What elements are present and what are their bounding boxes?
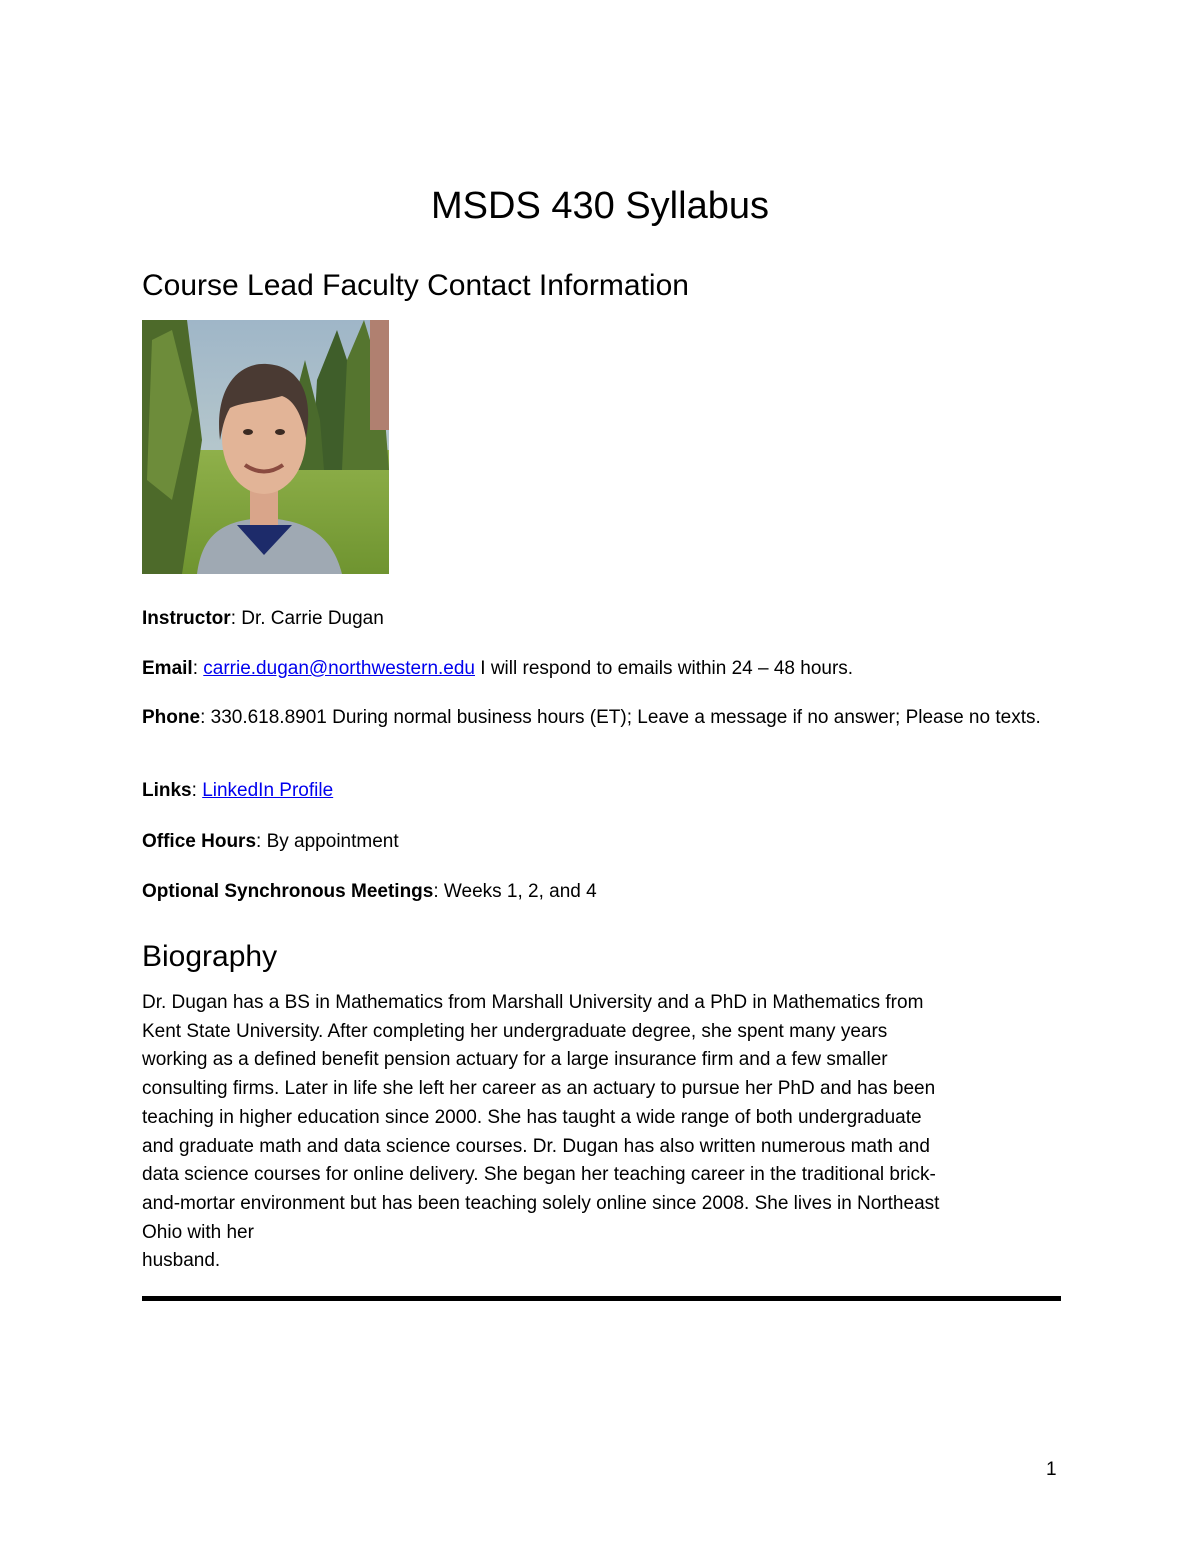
instructor-name: Dr. Carrie Dugan (241, 608, 384, 629)
links-line: Links: LinkedIn Profile (142, 780, 334, 801)
bio-line: and graduate math and data science courses. Dr. Dugan has also written numerous math and (142, 1135, 930, 1157)
bio-line: data science courses for online delivery. She began her teaching career in the traditional brick- (142, 1164, 936, 1186)
office-hours-label: Office Hours (142, 831, 257, 852)
bio-line: Ohio with her (142, 1221, 254, 1243)
linkedin-profile-link[interactable]: LinkedIn Profile (202, 780, 334, 801)
phone-label: Phone (142, 707, 201, 728)
page-number: 1 (1046, 1459, 1057, 1480)
meetings-line: Optional Synchronous Meetings: Weeks 1, 2, and 4 (142, 881, 597, 902)
biography-text (142, 989, 1062, 1276)
email-link[interactable]: carrie.dugan@northwestern.edu (203, 658, 475, 679)
instructor-photo (142, 320, 389, 574)
instructor-label: Instructor (142, 608, 231, 629)
horizontal-rule (142, 1296, 1061, 1301)
bio-line: consulting firms. Later in life she left her career as an actuary to pursue her PhD and has been (142, 1078, 936, 1100)
bio-line: working as a defined benefit pension actuary for a large insurance firm and a few smaller (142, 1049, 888, 1071)
meetings-value: Weeks 1, 2, and 4 (443, 881, 597, 902)
links-label: Links (142, 780, 192, 801)
biography-heading: Biography (142, 940, 278, 973)
email-label: Email (142, 658, 193, 679)
email-line: Email: carrie.dugan@northwestern.edu I will respond to emails within 24 – 48 hours. (142, 658, 854, 679)
bio-line: and-mortar environment but has been teaching solely online since 2008. She lives in Northeast (142, 1192, 940, 1214)
page-title: MSDS 430 Syllabus (431, 185, 769, 227)
instructor-line: Instructor: Dr. Carrie Dugan (142, 608, 384, 629)
bio-line: teaching in higher education since 2000. She has taught a wide range of both undergraduate (142, 1106, 922, 1128)
phone-details: 330.618.8901 During normal business hours (ET); Leave a message if no answer; Please no texts. (210, 707, 1041, 728)
bio-line: Dr. Dugan has a BS in Mathematics from Marshall University and a PhD in Mathematics from (142, 992, 924, 1013)
contact-section-heading: Course Lead Faculty Contact Information (142, 269, 689, 302)
phone-line: Phone: 330.618.8901 During normal business hours (ET); Leave a message if no answer; Please no texts. (142, 707, 1041, 728)
office-hours-value: By appointment (266, 831, 399, 852)
meetings-label: Optional Synchronous Meetings (142, 881, 434, 902)
office-hours-line: Office Hours: By appointment (142, 831, 399, 852)
bio-line: husband. (142, 1250, 221, 1272)
bio-line: Kent State University. After completing her undergraduate degree, she spent many years (142, 1020, 888, 1042)
email-response-note: I will respond to emails within 24 – 48 hours. (475, 658, 854, 679)
